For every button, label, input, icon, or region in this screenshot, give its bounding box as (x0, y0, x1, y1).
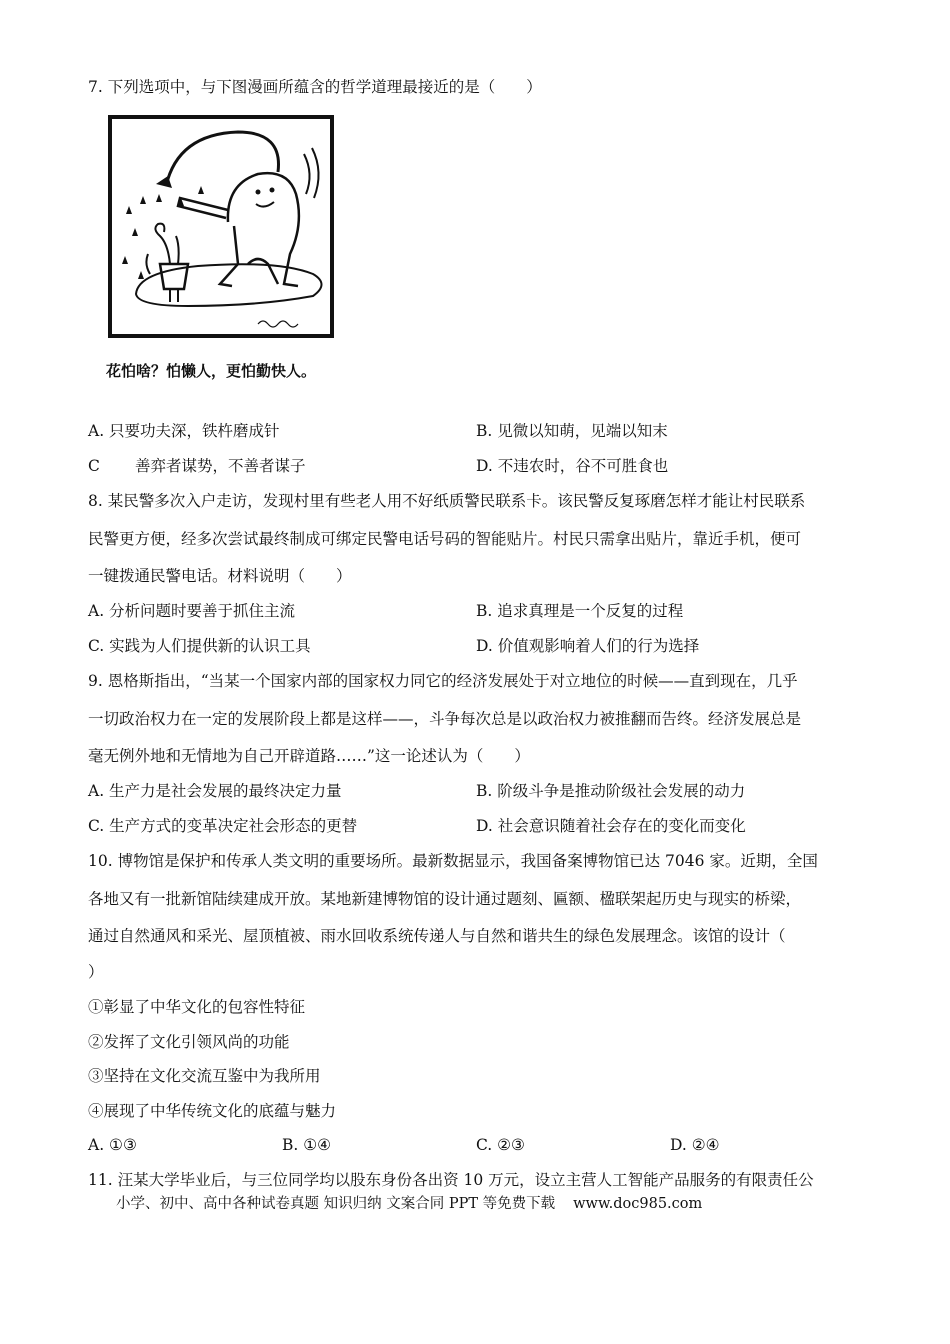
q9-option-d: D. 社会意识随着社会存在的变化而变化 (476, 817, 746, 835)
q10-stem-line-4: ） (88, 963, 104, 981)
q11-stem-line-1: 11. 汪某大学毕业后，与三位同学均以股东身份各出资 10 万元，设立主营人工智能产品服务的有限责任公 (88, 1171, 814, 1189)
q7-option-a: A. 只要功夫深，铁杵磨成针 (88, 422, 280, 440)
q7-option-c-letter: C (88, 457, 100, 475)
q9-option-c: C. 生产方式的变革决定社会形态的更替 (88, 817, 358, 835)
q8-option-c: C. 实践为人们提供新的认识工具 (88, 637, 311, 655)
q8-stem-line-2: 民警更方便，经多次尝试最终制成可绑定民警电话号码的智能贴片。村民只需拿出贴片，靠近手机，便可 (88, 530, 802, 548)
q10-option-c: C. ②③ (476, 1136, 525, 1154)
q10-stem-line-3: 通过自然通风和采光、屋顶植被、雨水回收系统传递人与自然和谐共生的绿色发展理念。该馆的设计（ (88, 927, 786, 945)
q10-statement-4: ④展现了中华传统文化的底蕴与魅力 (88, 1102, 337, 1120)
footer-url[interactable]: www.doc985.com (573, 1196, 703, 1212)
q10-statement-2: ②发挥了文化引领风尚的功能 (88, 1033, 290, 1051)
cartoon-watering-can-illustration (108, 114, 335, 340)
q7-option-b: B. 见微以知萌，见端以知末 (476, 422, 668, 440)
q7-option-c-text: 善弈者谋势，不善者谋子 (135, 457, 306, 475)
q8-option-b: B. 追求真理是一个反复的过程 (476, 602, 684, 620)
cartoon-caption: 花怕啥？怕懒人，更怕勤快人。 (106, 362, 317, 380)
q10-statement-3: ③坚持在文化交流互鉴中为我所用 (88, 1067, 321, 1085)
q8-stem-line-1: 8. 某民警多次入户走访，发现村里有些老人用不好纸质警民联系卡。该民警反复琢磨怎样才能让村民联系 (88, 492, 806, 510)
footer (116, 1192, 702, 1213)
q10-statement-1: ①彰显了中华文化的包容性特征 (88, 998, 306, 1016)
q8-option-d: D. 价值观影响着人们的行为选择 (476, 637, 700, 655)
q8-stem-line-3: 一键拨通民警电话。材料说明（ ） (88, 567, 352, 585)
q7-option-d: D. 不违农时，谷不可胜食也 (476, 457, 669, 475)
q10-stem-line-2: 各地又有一批新馆陆续建成开放。某地新建博物馆的设计通过题刻、匾额、楹联架起历史与现实的桥梁， (88, 890, 802, 908)
q9-stem-line-2: 一切政治权力在一定的发展阶段上都是这样——，斗争每次总是以政治权力被推翻而告终。经济发展总是 (88, 710, 802, 728)
q9-stem-line-3: 毫无例外地和无情地为自己开辟道路……”这一论述认为（ ） (88, 747, 530, 765)
footer-text: 小学、初中、高中各种试卷真题 知识归纳 文案合同 PPT 等免费下载 (116, 1196, 556, 1212)
q9-option-b: B. 阶级斗争是推动阶级社会发展的动力 (476, 782, 746, 800)
q9-option-a: A. 生产力是社会发展的最终决定力量 (88, 782, 342, 800)
q7-stem: 7. 下列选项中，与下图漫画所蕴含的哲学道理最接近的是（ ） (88, 78, 542, 96)
q10-option-b: B. ①④ (282, 1136, 332, 1154)
q9-stem-line-1: 9. 恩格斯指出，“当某一个国家内部的国家权力同它的经济发展处于对立地位的时候——直到现在，几乎 (88, 672, 798, 690)
q10-stem-line-1: 10. 博物馆是保护和传承人类文明的重要场所。最新数据显示，我国备案博物馆已达 7046 家。近期，全国 (88, 852, 818, 870)
q8-option-a: A. 分析问题时要善于抓住主流 (88, 602, 296, 620)
q10-option-d: D. ②④ (670, 1136, 720, 1154)
q10-option-a: A. ①③ (88, 1136, 137, 1154)
